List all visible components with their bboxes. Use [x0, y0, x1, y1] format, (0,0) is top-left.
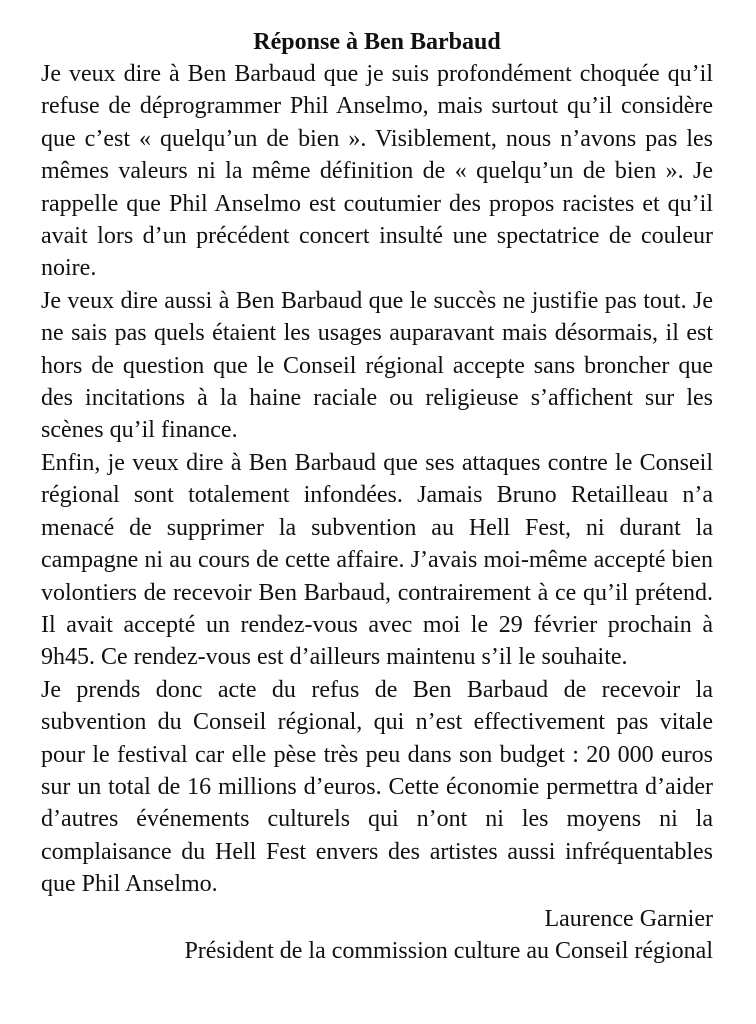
signature-block — [41, 903, 713, 967]
paragraph-1: Je veux dire à Ben Barbaud que je suis profondément choquée qu’il refuse de déprogrammer Phil Anselmo, mais surtout qu’il considère que c’est « quelqu’un de bien ». Visiblement, nous n’avons pas les mêmes valeurs ni la même définition de « quelqu’un de bien ». Je rappelle que Phil Anselmo est coutumier des propos racistes et qu’il avait lors d’un précédent concert insulté une spectatrice de couleur noire. — [41, 61, 713, 282]
signature-name: Laurence Garnier — [544, 905, 713, 932]
paragraph-2: Je veux dire aussi à Ben Barbaud que le succès ne justifie pas tout. Je ne sais pas quels étaient les usages auparavant mais désormais, il est hors de question que le Conseil régional accepte sans broncher que des incitations à la haine raciale ou religieuse s’affichent sur les scènes qu’il finance. — [41, 287, 713, 444]
signature-role: Président de la commission culture au Conseil régional — [184, 937, 713, 964]
document-title: Réponse à Ben Barbaud — [253, 29, 501, 55]
paragraph-4: Je prends donc acte du refus de Ben Barbaud de recevoir la subvention du Conseil régional, qui n’est effectivement pas vitale pour le festival car elle pèse très peu dans son budget : 20 000 euros sur un total de 16 millions d’euros. Cette économie permettra d’aider d’autres événements culturels qui n’ont ni les moyens ni la complaisance du Hell Fest envers des artistes aussi infréquentables que Phil Anselmo. — [41, 676, 713, 898]
paragraph-3: Enfin, je veux dire à Ben Barbaud que ses attaques contre le Conseil régional sont totalement infondées. Jamais Bruno Retailleau n’a menacé de supprimer la subvention au Hell Fest, ni durant la campagne ni au cours de cette affaire. J’avais moi-même accepté bien volontiers de recevoir Ben Barbaud, contrairement à ce qu’il prétend. Il avait accepté un rendez-vous avec moi le 29 février prochain à 9h45. Ce rendez-vous est d’ailleurs maintenu s’il le souhaite. — [41, 449, 713, 671]
document-body — [41, 26, 713, 967]
